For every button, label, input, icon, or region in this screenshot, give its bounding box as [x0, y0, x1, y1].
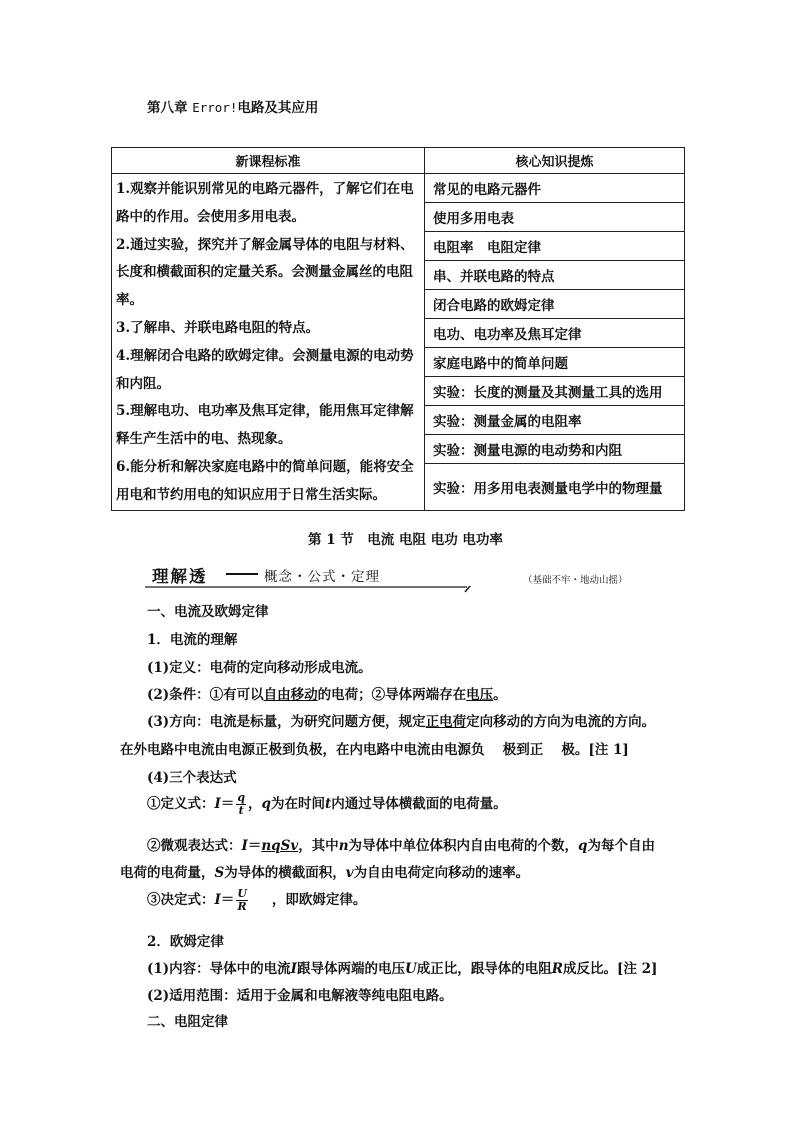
knowledge-item: 使用多用电表	[425, 202, 685, 231]
text: ＝	[220, 796, 235, 812]
standard-item: 6.能分析和解决家庭电路中的简单问题，能将安全用电和节约用电的知识应用于日常生活实际。	[116, 458, 414, 503]
section-title: 第 1 节 电流 电阻 电功 电功率	[308, 532, 503, 548]
underlined-text: 正电荷	[425, 714, 467, 730]
standard-item: 5.理解电功、电功率及焦耳定律，能用焦耳定律解释生产生活中的电、热现象。	[116, 403, 414, 448]
knowledge-item: 实验：测量电源的电动势和内阻	[425, 434, 685, 463]
formula-micro-cont	[120, 861, 529, 881]
paragraph-ohm-scope: (2)适用范围：适用于金属和电解液等纯电阻电路。	[147, 988, 453, 1004]
fraction-denominator: R	[237, 900, 247, 913]
symbol-I: I	[214, 892, 221, 908]
banner-dash	[226, 573, 258, 575]
knowledge-item: 实验：测量金属的电阻率	[425, 405, 685, 434]
text: (2)条件：①有可以	[147, 687, 264, 703]
paragraph-definition: (1)定义：电荷的定向移动形成电流。	[147, 660, 372, 676]
standard-item: 2.通过实验，探究并了解金属导体的电阻与材料、长度和横截面积的定量关系。会测量金属丝的电阻率。	[116, 236, 414, 309]
chapter-title	[147, 96, 318, 116]
formula-micro	[147, 834, 655, 854]
symbol-U: U	[405, 961, 417, 977]
text: 为在时间	[270, 796, 325, 812]
standards-cell	[112, 174, 425, 511]
text: ②微观表达式：	[147, 838, 242, 854]
text: 的电荷；②导体两端存在	[317, 687, 467, 703]
fraction-numerator: q	[237, 791, 246, 804]
text: 。	[493, 687, 507, 703]
text: 跟导体两端的电压	[297, 961, 405, 977]
knowledge-item: 电阻率 电阻定律	[425, 231, 685, 260]
text: 电荷的电荷量，	[120, 865, 215, 881]
heading-current-ohm: 一、电流及欧姆定律	[147, 604, 269, 620]
symbol-R: R	[551, 961, 564, 977]
chapter-name: 电路及其应用	[237, 100, 319, 116]
text: 为导体中单位体积内自由电荷的个数，	[348, 838, 579, 854]
subheading-ohm-law: 2．欧姆定律	[147, 934, 224, 950]
curriculum-table	[111, 147, 685, 511]
text: ＝	[247, 838, 262, 854]
text: ③决定式：	[147, 892, 215, 908]
knowledge-item: 实验：用多用电表测量电学中的物理量	[425, 463, 685, 510]
text: (3)方向：电流是标量，为研究问题方便，规定	[147, 714, 426, 730]
text: 成反比。[注 2]	[563, 961, 658, 977]
text: 成正比，跟导体的电阻	[416, 961, 552, 977]
fraction-u-over-r	[236, 888, 248, 913]
symbol-I: I	[290, 961, 297, 977]
text: 为每个自由	[587, 838, 655, 854]
symbol-q: q	[578, 838, 588, 854]
table-header-row	[112, 148, 685, 174]
banner-note: （基础不牢・地动山摇）	[523, 575, 628, 586]
knowledge-item: 家庭电路中的简单问题	[425, 347, 685, 376]
subheading-current: 1．电流的理解	[147, 632, 238, 648]
formula-ohm	[147, 888, 366, 913]
underlined-text: 电压	[466, 687, 494, 703]
underlined-formula: nqSv	[261, 838, 299, 854]
standard-item: 3.了解串、并联电路电阻的特点。	[116, 319, 320, 336]
formula-definition	[147, 792, 507, 817]
paragraph-condition	[147, 683, 507, 703]
text: ，	[248, 796, 262, 812]
knowledge-item: 常见的电路元器件	[425, 174, 685, 203]
chapter-prefix: 第八章	[147, 100, 188, 116]
text: 为导体的横截面积，	[224, 865, 346, 881]
text: ，即欧姆定律。	[271, 892, 367, 908]
symbol-I: I	[241, 838, 248, 854]
knowledge-item: 闭合电路的欧姆定律	[425, 289, 685, 318]
banner-title: 理解透	[152, 567, 208, 586]
banner-divider	[145, 586, 710, 594]
paragraph-three-expr: (4)三个表达式	[147, 770, 237, 786]
fraction-q-over-t	[236, 792, 246, 817]
paragraph-ohm-content	[147, 957, 657, 977]
fraction-numerator: U	[237, 887, 247, 900]
heading-resistance-law: 二、电阻定律	[147, 1014, 228, 1030]
symbol-q: q	[261, 796, 271, 812]
text: 内通过导体横截面的电荷量。	[331, 796, 507, 812]
table-header-knowledge: 核心知识提炼	[425, 148, 685, 174]
text: ①定义式：	[147, 796, 215, 812]
knowledge-item: 串、并联电路的特点	[425, 260, 685, 289]
text: (1)内容：导体中的电流	[147, 961, 291, 977]
symbol-v: v	[345, 865, 354, 881]
field-error-text: Error!	[192, 100, 238, 115]
text: 定向移动的方向为电流的方向。	[466, 714, 656, 730]
table-row	[112, 174, 685, 203]
text: ，其中	[298, 838, 339, 854]
knowledge-item: 实验：长度的测量及其测量工具的选用	[425, 376, 685, 405]
paragraph-direction	[147, 710, 655, 730]
table-header-standards: 新课程标准	[112, 148, 425, 174]
text: ＝	[220, 892, 235, 908]
symbol-t: t	[324, 796, 332, 812]
knowledge-item: 电功、电功率及焦耳定律	[425, 318, 685, 347]
symbol-S: S	[214, 865, 225, 881]
underlined-text: 自由移动	[263, 687, 318, 703]
symbol-I: I	[214, 796, 221, 812]
text: 为自由电荷定向移动的速率。	[353, 865, 530, 881]
standard-item: 1.观察并能识别常见的电路元器件，了解它们在电路中的作用。会使用多用电表。	[116, 181, 414, 225]
paragraph-direction-cont: 在外电路中电流由电源正极到负极，在内电路中电流由电源负 极到正 极。[注 1]	[120, 742, 629, 758]
banner-subtitle: 概念・公式・定理	[264, 569, 380, 585]
fraction-denominator: t	[238, 804, 244, 817]
symbol-n: n	[338, 838, 349, 854]
standard-item: 4.理解闭合电路的欧姆定律。会测量电源的电动势和内阻。	[116, 347, 414, 392]
